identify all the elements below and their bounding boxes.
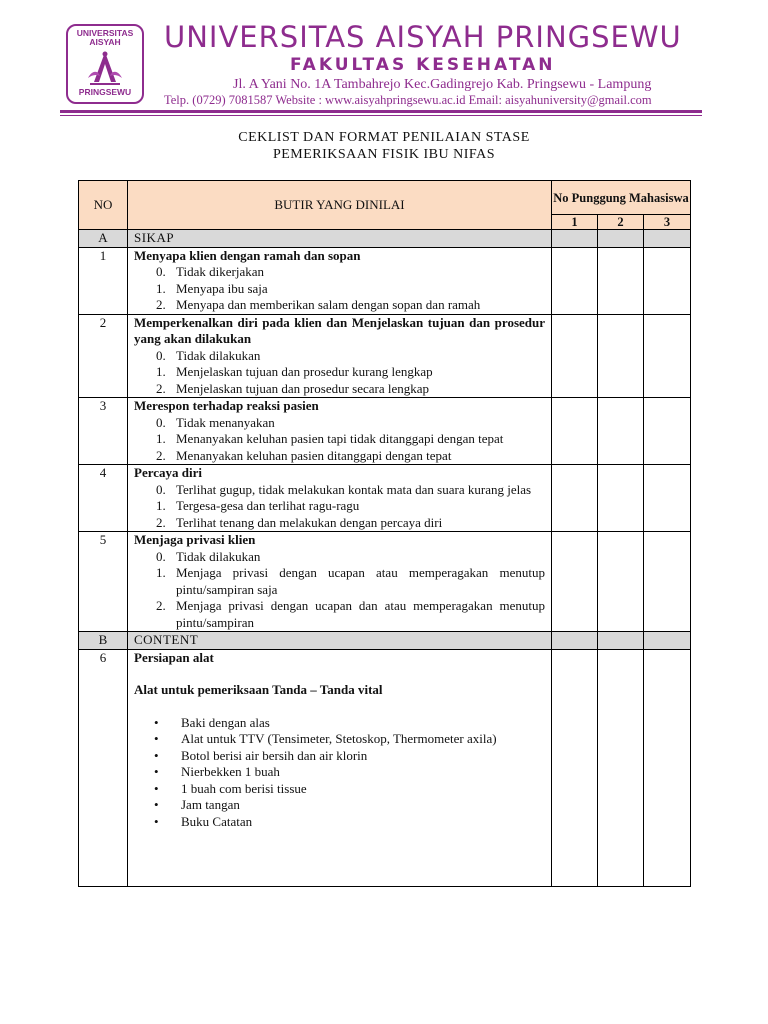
list-item [156,431,545,448]
option-text: Tidak dilakukan [176,347,261,363]
list-item [156,297,545,314]
column-header-score: No Punggung Mahasiswa [552,181,691,215]
option-number: 1. [156,280,166,296]
score-cell[interactable] [552,649,598,886]
list-item [156,549,545,566]
score-cell[interactable] [552,532,598,632]
score-cell[interactable] [644,465,691,532]
item-subtitle: Alat untuk pemeriksaan Tanda – Tanda vital [134,682,383,697]
list-item [156,415,545,432]
score-cell[interactable] [644,632,691,650]
address-line: Jl. A Yani No. 1A Tambahrejo Kec.Gadingrejo Kab. Pringsewu - Lampung [233,77,652,92]
list-item [156,515,545,532]
header-divider-thick [60,110,702,113]
assessment-table [78,180,691,887]
list-item [156,448,545,465]
logo-emblem-icon [82,48,128,88]
list-item: • Alat untuk TTV (Tensimeter, Stetoskop, Thermometer axila) [154,731,545,748]
option-number: 2. [156,297,166,312]
score-cell[interactable] [644,314,691,398]
list-item [156,281,545,298]
option-text: Menjelaskan tujuan dan prosedur kurang lengkap [176,364,433,379]
score-cell[interactable] [644,532,691,632]
score-cell[interactable] [598,465,644,532]
list-item: • Botol berisi air bersih dan air klorin [154,748,545,765]
list-item [156,264,545,281]
university-logo [66,24,144,104]
table-row [79,398,691,465]
option-number: 2. [156,514,166,530]
option-text: Menyapa ibu saja [176,280,268,296]
equipment-list [134,715,545,831]
score-cell[interactable] [644,649,691,886]
table-row [79,465,691,532]
list-item: • Jam tangan [154,797,545,814]
score-cell[interactable] [552,230,598,248]
list-item [156,482,545,499]
item-title: Percaya diri [134,465,202,480]
university-name: UNIVERSITAS AISYAH PRINGSEWU [164,20,682,54]
score-cell[interactable] [644,230,691,248]
score-cell[interactable] [598,532,644,632]
logo-top-text: UNIVERSITAS AISYAH [76,28,134,47]
header-divider-thin [60,115,702,116]
option-text: Tidak dilakukan [176,548,261,564]
score-cell[interactable] [552,247,598,314]
item-number: 1 [79,247,128,314]
item-title: Menjaga privasi klien [134,532,256,547]
option-list [134,415,545,465]
option-text: Menanyakan keluhan pasien ditanggapi dengan tepat [176,447,452,463]
list-item [156,381,545,398]
section-code: A [79,230,128,248]
score-cell[interactable] [598,314,644,398]
score-cell[interactable] [552,314,598,398]
option-number: 2. [156,447,166,463]
table-row [79,247,691,314]
item-number: 3 [79,398,128,465]
score-cell[interactable] [598,632,644,650]
score-cell[interactable] [644,247,691,314]
score-column-3: 3 [644,215,691,230]
item-title: Memperkenalkan diri pada klien dan Menjelaskan tujuan dan prosedur yang akan dilakukan [134,314,545,346]
document-title-line1: CEKLIST DAN FORMAT PENILAIAN STASE [238,130,530,145]
option-number: 1. [156,431,166,446]
section-row-sikap [79,230,691,248]
list-item [156,598,545,631]
faculty-name: FAKULTAS KESEHATAN [290,55,556,75]
option-text: Menjaga privasi dengan ucapan dan atau memperagakan menutup pintu/sampiran [176,598,545,630]
item-number: 2 [79,314,128,398]
column-header-item: BUTIR YANG DINILAI [128,181,552,230]
option-number: 0. [156,481,166,497]
section-name: SIKAP [128,230,552,248]
option-text: Menanyakan keluhan pasien tapi tidak ditanggapi dengan tepat [176,431,504,446]
score-column-2: 2 [598,215,644,230]
list-item [156,565,545,598]
score-cell[interactable] [598,398,644,465]
item-number: 5 [79,532,128,632]
option-text: Menyapa dan memberikan salam dengan sopan dan ramah [176,297,481,312]
list-item [156,364,545,381]
option-number: 0. [156,347,166,363]
score-cell[interactable] [552,632,598,650]
logo-bottom-text: PRINGSEWU [78,87,132,97]
option-number: 1. [156,498,166,513]
score-cell[interactable] [598,247,644,314]
section-row-content [79,632,691,650]
score-cell[interactable] [552,398,598,465]
item-title: Persiapan alat [134,649,214,665]
list-item [156,348,545,365]
item-number: 6 [79,649,128,886]
list-item: • Nierbekken 1 buah [154,764,545,781]
score-cell[interactable] [552,465,598,532]
score-column-1: 1 [552,215,598,230]
option-number: 1. [156,364,166,379]
option-number: 1. [156,565,166,580]
option-text: Terlihat gugup, tidak melakukan kontak mata dan suara kurang jelas [176,481,532,497]
option-text: Menjelaskan tujuan dan prosedur secara lengkap [176,380,430,396]
option-text: Menjaga privasi dengan ucapan atau memperagakan menutup pintu/sampiran saja [176,565,545,597]
option-text: Terlihat tenang dan melakukan dengan percaya diri [176,514,443,530]
option-list [134,264,545,314]
option-list [134,549,545,632]
list-item: • 1 buah com berisi tissue [154,781,545,798]
option-list [134,482,545,532]
option-list [134,348,545,398]
column-header-no: NO [79,181,128,230]
option-number: 0. [156,548,166,564]
item-title: Menyapa klien dengan ramah dan sopan [134,247,361,263]
contact-line: Telp. (0729) 7081587 Website : www.aisyahpringsewu.ac.id Email: aisyahuniversity@gmail.com [164,93,652,107]
score-cell[interactable] [598,230,644,248]
item-title: Merespon terhadap reaksi pasien [134,398,319,413]
option-text: Tidak menanyakan [176,414,275,430]
table-row [79,314,691,398]
section-name: CONTENT [128,632,552,650]
option-text: Tergesa-gesa dan terlihat ragu-ragu [176,498,360,513]
list-item [156,498,545,515]
option-number: 0. [156,264,166,279]
score-cell[interactable] [598,649,644,886]
score-cell[interactable] [644,398,691,465]
option-number: 0. [156,414,166,430]
option-number: 2. [156,598,166,613]
option-text: Tidak dikerjakan [176,264,264,279]
option-number: 2. [156,380,166,396]
table-row [79,532,691,632]
item-number: 4 [79,465,128,532]
document-title-line2: PEMERIKSAAN FISIK IBU NIFAS [272,147,496,162]
list-item: • Baki dengan alas [154,715,545,732]
list-item: • Buku Catatan [154,814,545,831]
section-code: B [79,632,128,650]
table-row [79,649,691,886]
